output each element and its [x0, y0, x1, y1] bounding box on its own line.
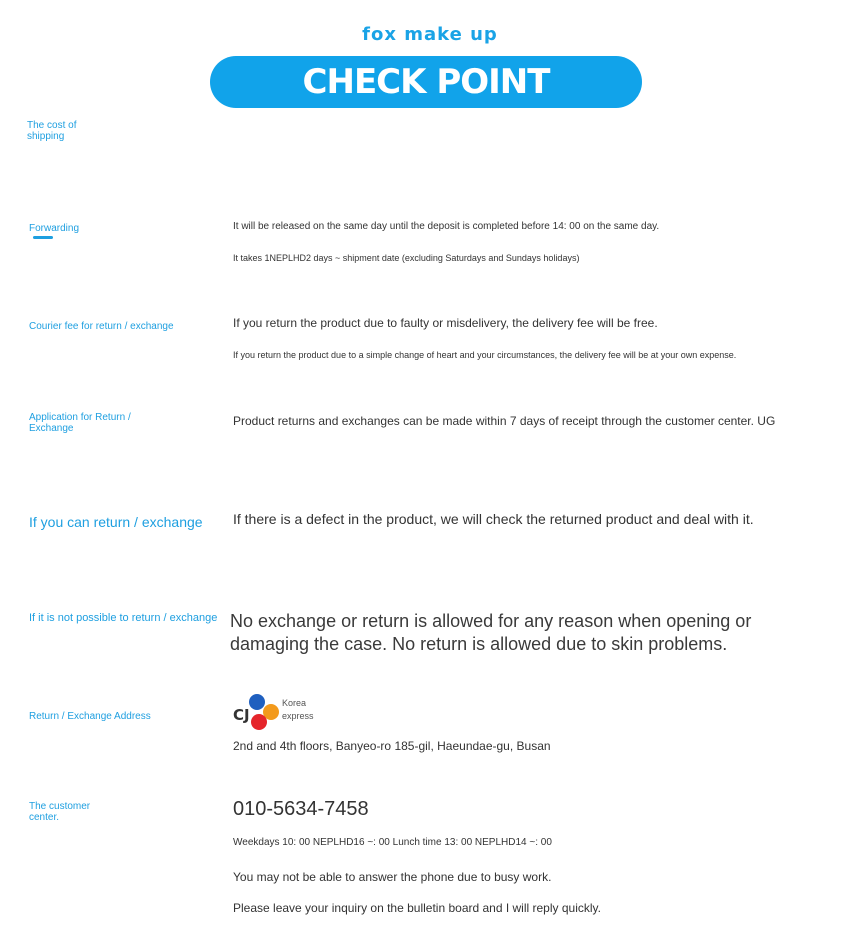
- forwarding-line-1: It will be released on the same day until the deposit is completed before 14: 00 on the same day.: [233, 221, 660, 232]
- can-return-line-1: If there is a defect in the product, we will check the returned product and deal with it.: [233, 511, 754, 527]
- brand-title: fox make up: [362, 24, 498, 45]
- label-customer-center: The customer center.: [29, 801, 91, 823]
- label-shipping-cost: The cost of shipping: [27, 120, 77, 142]
- label-application: Application for Return / Exchange: [29, 412, 131, 434]
- label-underline: [33, 236, 53, 239]
- label-can-return: If you can return / exchange: [29, 514, 203, 530]
- courier-fee-line-1: If you return the product due to faulty or misdelivery, the delivery fee will be free.: [233, 316, 658, 330]
- application-line-1: Product returns and exchanges can be made within 7 days of receipt through the customer center. UG: [233, 414, 776, 428]
- business-hours: Weekdays 10: 00 NEPLHD16 ~: 00 Lunch time 13: 00 NEPLHD14 ~: 00: [233, 837, 552, 848]
- address-line-1: 2nd and 4th floors, Banyeo-ro 185-gil, Haeundae-gu, Busan: [233, 739, 551, 753]
- cj-text-express: express: [282, 711, 314, 721]
- customer-center-line-1: You may not be able to answer the phone due to busy work.: [233, 870, 552, 884]
- label-not-possible: If it is not possible to return / exchange: [29, 612, 218, 624]
- cj-logo-icon: [233, 690, 289, 734]
- not-possible-line-1: No exchange or return is allowed for any reason when opening or damaging the case. No return is allowed due to skin problems.: [230, 611, 752, 654]
- cj-text-korea: Korea: [282, 698, 307, 708]
- cj-logo: [233, 690, 333, 734]
- check-point-banner: CHECK POINT: [210, 56, 642, 108]
- cj-logo-mark: CJ: [233, 706, 250, 724]
- label-forwarding: Forwarding: [29, 223, 80, 234]
- forwarding-line-2: It takes 1NEPLHD2 days ~ shipment date (excluding Saturdays and Sundays holidays): [233, 253, 580, 263]
- phone-number: 010-5634-7458: [233, 798, 369, 820]
- label-courier-fee: Courier fee for return / exchange: [29, 321, 174, 332]
- customer-center-line-2: Please leave your inquiry on the bulletin board and I will reply quickly.: [233, 901, 601, 915]
- courier-fee-line-2: If you return the product due to a simple change of heart and your circumstances, the delivery fee will be at your own expense.: [233, 350, 737, 360]
- label-address: Return / Exchange Address: [29, 711, 151, 722]
